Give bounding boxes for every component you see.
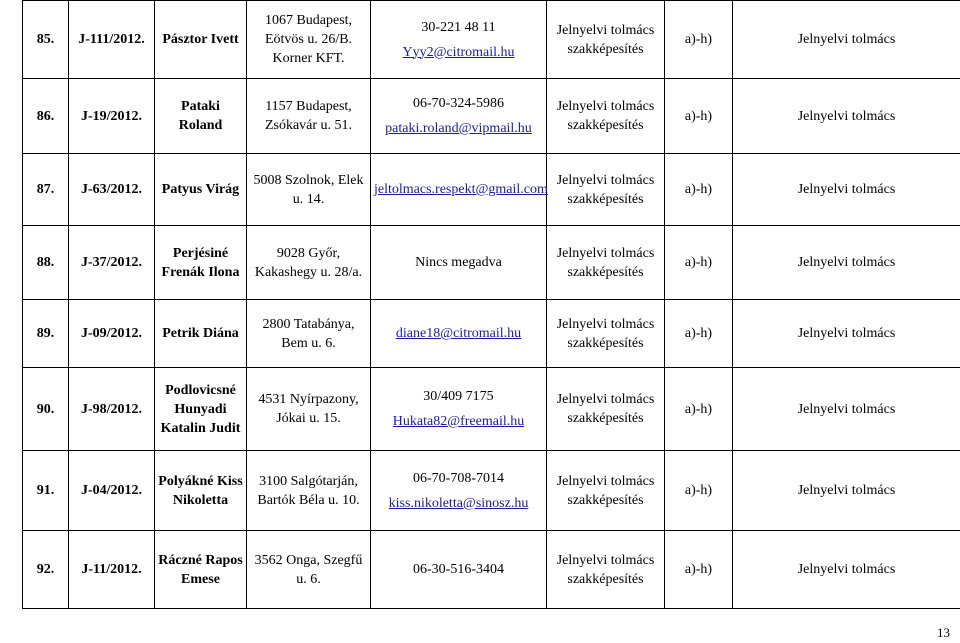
address	[247, 79, 371, 154]
qualification-line: Jelnyelvi tolmács	[556, 316, 655, 332]
row-number: 88.	[23, 226, 69, 300]
registration-number: J-37/2012.	[69, 226, 155, 300]
row-number: 92.	[23, 531, 69, 609]
address-line: 1067 Budapest,	[264, 13, 353, 28]
address-line: 4531 Nyírpazony,	[258, 392, 359, 407]
job-title: Jelnyelvi tolmács	[733, 451, 960, 531]
qualification-line: szakképesítés	[567, 492, 644, 508]
qualification	[547, 300, 665, 368]
registry-rows	[23, 1, 960, 609]
address	[247, 368, 371, 451]
person-name-line: Polyákné Kiss	[158, 473, 243, 489]
address	[247, 1, 371, 79]
qualification-line: Jelnyelvi tolmács	[556, 99, 655, 114]
email-link[interactable]: Yyy2@citromail.hu	[402, 44, 515, 60]
table-row	[23, 1, 960, 79]
qualification	[547, 154, 665, 226]
address-line: 9028 Győr,	[276, 245, 341, 261]
email-link[interactable]: jeltolmacs.respekt@gmail.com	[374, 182, 548, 197]
person-name	[155, 1, 247, 79]
person-name	[155, 368, 247, 451]
scope: a)-h)	[665, 1, 733, 79]
phone-text: 06-30-516-3404	[413, 562, 504, 577]
person-name	[155, 79, 247, 154]
address-line: 2800 Tatabánya,	[262, 316, 355, 332]
contact	[371, 226, 547, 300]
registration-number: J-111/2012.	[69, 1, 155, 79]
scope: a)-h)	[665, 226, 733, 300]
address-line: Bartók Béla u. 10.	[257, 492, 360, 508]
address-line: Zsókavár u. 51.	[264, 118, 353, 133]
email-link[interactable]: Hukata82@freemail.hu	[392, 414, 525, 429]
table-row	[23, 368, 960, 451]
qualification-line: Jelnyelvi tolmács	[556, 245, 655, 261]
qualification-line: szakképesítés	[567, 411, 644, 426]
qualification	[547, 368, 665, 451]
email-link[interactable]: kiss.nikoletta@sinosz.hu	[388, 495, 529, 511]
job-title: Jelnyelvi tolmács	[733, 226, 960, 300]
table-row	[23, 531, 960, 609]
scope: a)-h)	[665, 300, 733, 368]
phone-text: 06-70-324-5986	[413, 96, 504, 111]
registration-number: J-63/2012.	[69, 154, 155, 226]
registration-number: J-98/2012.	[69, 368, 155, 451]
address	[247, 300, 371, 368]
qualification-line: Jelnyelvi tolmács	[556, 552, 655, 568]
address-line: 5008 Szolnok, Elek	[253, 172, 364, 188]
contact	[371, 451, 547, 531]
table-row	[23, 79, 960, 154]
registration-number: J-09/2012.	[69, 300, 155, 368]
qualification	[547, 531, 665, 609]
person-name-line: Pataki Roland	[178, 99, 223, 133]
address	[247, 226, 371, 300]
contact	[371, 79, 547, 154]
job-title: Jelnyelvi tolmács	[733, 154, 960, 226]
person-name-line: Katalin Judit	[160, 420, 241, 436]
qualification-line: szakképesítés	[567, 264, 644, 280]
person-name-line: Podlovicsné	[165, 382, 236, 398]
address-line: u. 6.	[296, 571, 321, 587]
qualification-line: szakképesítés	[567, 191, 644, 207]
registration-number: J-19/2012.	[69, 79, 155, 154]
contact	[371, 1, 547, 79]
phone-text: 06-70-708-7014	[413, 470, 504, 486]
person-name	[155, 300, 247, 368]
address-line: Kakashegy u. 28/a.	[254, 264, 363, 280]
qualification-line: Jelnyelvi tolmács	[556, 172, 655, 188]
address	[247, 531, 371, 609]
address-line: 1157 Budapest,	[265, 99, 352, 114]
contact	[371, 154, 547, 226]
address-line: Korner KFT.	[272, 51, 345, 66]
row-number: 86.	[23, 79, 69, 154]
qualification	[547, 226, 665, 300]
row-number: 87.	[23, 154, 69, 226]
person-name	[155, 226, 247, 300]
person-name	[155, 531, 247, 609]
person-name-line: Petrik Diána	[162, 326, 239, 341]
address-line: 3562 Onga, Szegfű	[254, 552, 363, 568]
scope: a)-h)	[665, 531, 733, 609]
qualification-line: Jelnyelvi tolmács	[556, 392, 655, 407]
person-name-line: Perjésiné	[172, 245, 229, 261]
phone-text: 30-221 48 11	[421, 19, 496, 35]
registry-table	[22, 0, 960, 609]
job-title: Jelnyelvi tolmács	[733, 1, 960, 79]
person-name	[155, 451, 247, 531]
email-link[interactable]: diane18@citromail.hu	[395, 326, 522, 341]
address-line: Eötvös u. 26/B.	[264, 32, 353, 47]
row-number: 85.	[23, 1, 69, 79]
qualification	[547, 1, 665, 79]
table-row	[23, 154, 960, 226]
row-number: 91.	[23, 451, 69, 531]
qualification	[547, 451, 665, 531]
scope: a)-h)	[665, 79, 733, 154]
address-line: 3100 Salgótarján,	[259, 473, 358, 489]
address-line: Bem u. 6.	[281, 335, 336, 351]
qualification-line: szakképesítés	[567, 571, 644, 587]
table-row	[23, 300, 960, 368]
person-name-line: Nikoletta	[172, 492, 229, 508]
registration-number: J-04/2012.	[69, 451, 155, 531]
scope: a)-h)	[665, 154, 733, 226]
person-name-line: Hunyadi	[174, 401, 227, 417]
scope: a)-h)	[665, 451, 733, 531]
table-row	[23, 451, 960, 531]
person-name-line: Frenák Ilona	[161, 264, 240, 280]
person-name-line: Ráczné Rapos	[158, 552, 243, 568]
address	[247, 451, 371, 531]
job-title: Jelnyelvi tolmács	[733, 79, 960, 154]
address	[247, 154, 371, 226]
registration-number: J-11/2012.	[69, 531, 155, 609]
contact	[371, 368, 547, 451]
qualification-line: szakképesítés	[567, 118, 644, 133]
qualification-line: Jelnyelvi tolmács	[556, 473, 655, 489]
person-name	[155, 154, 247, 226]
job-title: Jelnyelvi tolmács	[733, 300, 960, 368]
qualification-line: szakképesítés	[567, 41, 644, 57]
scope: a)-h)	[665, 368, 733, 451]
page-number: 13	[937, 625, 950, 640]
address-line: u. 14.	[292, 191, 325, 207]
qualification-line: szakképesítés	[567, 335, 644, 351]
person-name-line: Pásztor Ivett	[162, 32, 239, 47]
person-name-line: Patyus Virág	[161, 182, 240, 197]
job-title: Jelnyelvi tolmács	[733, 368, 960, 451]
contact	[371, 300, 547, 368]
phone-text: Nincs megadva	[415, 255, 502, 270]
qualification	[547, 79, 665, 154]
qualification-line: Jelnyelvi tolmács	[556, 22, 655, 38]
address-line: Jókai u. 15.	[276, 411, 341, 426]
table-row	[23, 226, 960, 300]
row-number: 90.	[23, 368, 69, 451]
person-name-line: Emese	[181, 571, 220, 587]
phone-text: 30/409 7175	[423, 389, 494, 404]
job-title: Jelnyelvi tolmács	[733, 531, 960, 609]
email-link[interactable]: pataki.roland@vipmail.hu	[385, 121, 532, 136]
row-number: 89.	[23, 300, 69, 368]
contact	[371, 531, 547, 609]
